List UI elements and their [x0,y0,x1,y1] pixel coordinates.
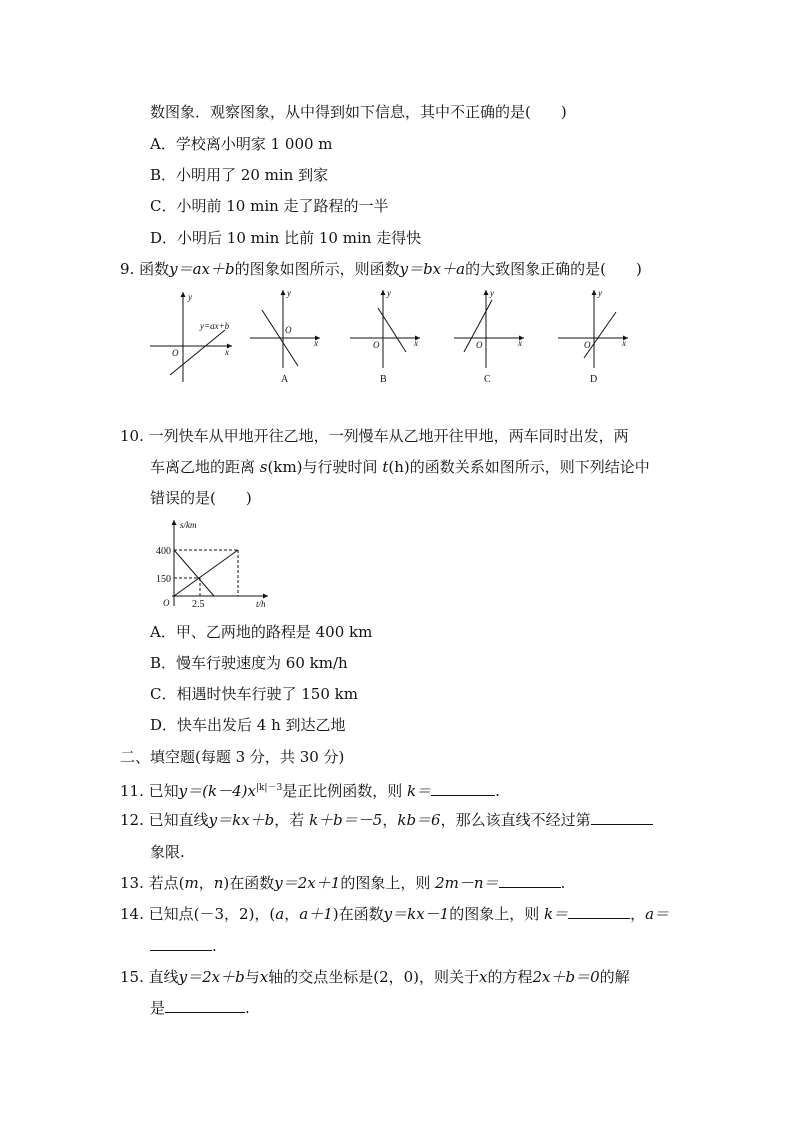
q15-x-1: x [259,968,269,986]
q12-condition-2: kb＝6 [397,811,441,829]
q9-caption-c: C [484,374,491,385]
q13 [120,873,565,893]
q8-option-b: B．小明用了 20 min 到家 [150,166,329,184]
q11-equation: y＝(k－4)x [178,782,256,800]
q13-text-e: )在函数 [223,874,275,892]
q10-tick-400: 400 [156,546,171,557]
q9-equation-1: y＝ax＋b [169,260,235,278]
q15-number: 15. [120,968,144,986]
q10-text-1: 一列快车从甲地开往乙地，一列慢车从乙地开往甲地，两车同时出发，两 [148,427,629,445]
q9-number: 9. [120,260,135,278]
q9-b-x-label: x [414,338,418,348]
q14-a: a＝ [645,905,670,923]
q14-number: 14. [120,905,144,923]
q14-a-var: a [275,905,285,923]
q10-chart [0,500,794,620]
q15-equation: y＝2x＋b [178,968,245,986]
q15-text-g: 的方程 [487,968,533,986]
q9-b-line [378,308,406,352]
q9-b-y-label: y [387,288,391,298]
q9-text-3: 的大致图象正确的是( ) [465,260,642,278]
q10-line-2 [150,457,650,477]
q9-given-y-label: y [188,292,192,302]
q12-text-c: ，若 [274,811,305,829]
q12-condition-1: k＋b＝－5 [309,811,383,829]
q9-caption-d: D [590,374,598,385]
q9-a-x-label: x [314,338,318,348]
q10-origin: O [163,598,170,608]
q12-equation: y＝kx＋b [208,811,275,829]
q8-option-c: C．小明前 10 min 走了路程的一半 [150,197,389,215]
q10-option-c: C．相遇时快车行驶了 150 km [150,685,358,703]
q12-number: 12. [120,811,144,829]
q9-c-x-label: x [518,338,522,348]
q9-text-1: 函数 [139,260,170,278]
q15-end: . [245,999,250,1017]
q10-option-a: A．甲、乙两地的路程是 400 km [150,623,373,641]
q12-answer-blank[interactable] [591,810,653,825]
q9-a-origin: O [285,325,292,335]
q11-exponent: |k|－3 [255,783,283,793]
q9-given-line-label: y=ax+b [200,321,230,331]
section-2-title: 二、填空题(每题 3 分，共 30 分) [120,748,345,766]
q9-c-y-label: y [490,288,494,298]
q9-graphs [0,0,794,400]
q10-fast-train-line [174,550,214,596]
q15-line-2 [150,998,250,1018]
q14-text-i: ， [630,905,646,923]
q15-text-a: 直线 [148,968,179,986]
q9-caption-b: B [380,374,387,385]
q14-k-blank[interactable] [568,904,630,919]
q9-d-x-label: x [622,338,626,348]
q13-number: 13. [120,874,144,892]
q14-a-blank[interactable] [150,936,212,951]
q9-equation-2: y＝bx＋a [399,260,466,278]
q9-caption-a: A [281,374,289,385]
q15-text-i: 的解 [599,968,630,986]
q10-text-2a: 车离乙地的距离 [150,458,256,476]
q12-text-e: ， [382,811,398,829]
q10-text-2c: (h)的函数关系如图所示，则下列结论中 [388,458,650,476]
q11-text-c: 是正比例函数，则 [282,782,403,800]
q15-text-line2: 是 [150,999,166,1017]
q10-line-3: 错误的是( ) [150,489,252,507]
q13-expression: 2m－n＝ [435,874,499,892]
q15-line-1 [120,967,630,987]
q11-end: . [495,782,500,800]
q13-n: n [213,874,224,892]
q10-tick-150: 150 [156,574,171,585]
q9-d-origin: O [584,340,591,350]
q14-k: k＝ [544,905,569,923]
q10-slow-train-line [174,550,238,596]
q13-m: m [184,874,199,892]
q10-line-1 [120,426,629,446]
q8-stem-end: 数图象．观察图象，从中得到如下信息，其中不正确的是( ) [150,103,567,121]
q9-d-line [584,312,616,358]
q10-tick-2-5: 2.5 [192,599,205,610]
q11-number: 11. [120,782,144,800]
q12-text-g: ，那么该直线不经过第 [440,811,591,829]
q11 [120,778,500,801]
q12-line-2: 象限. [150,843,185,861]
q10-number: 10. [120,427,144,445]
q14-text-g: 的图象上，则 [449,905,540,923]
q11-k: k＝ [406,782,432,800]
q9-given-x-label: x [225,347,229,357]
q15-text-e: 轴的交点坐标是(2，0)，则关于 [268,968,480,986]
q10-y-axis-label: s/km [180,520,197,530]
q9-b-origin: O [373,340,380,350]
q15-text-c: 与 [244,968,260,986]
q14-line-1 [120,904,669,924]
q13-end: . [560,874,566,892]
q13-text-a: 若点( [148,874,185,892]
q8-option-a: A．学校离小明家 1 000 m [150,135,333,153]
q10-option-d: D．快车出发后 4 h 到达乙地 [150,716,346,734]
q12-line-1 [120,810,653,830]
q15-equation-2: 2x＋b＝0 [532,968,600,986]
q12-text-a: 已知直线 [148,811,209,829]
q9-text-2: 的图象如图所示，则函数 [234,260,400,278]
q10-x-axis-label: t/h [256,599,266,609]
q14-text-a: 已知点(－3，2)，( [148,905,276,923]
q14-text-e: )在函数 [332,905,384,923]
q15-answer-blank[interactable] [165,998,245,1013]
q10-var-t: t [382,458,389,476]
q10-option-b: B．慢车行驶速度为 60 km/h [150,654,348,672]
q9-a-y-label: y [287,288,291,298]
q14-equation: y＝kx－1 [383,905,450,923]
q14-text-c: ， [284,905,300,923]
q13-equation: y＝2x＋1 [274,874,341,892]
q11-text-a: 已知 [148,782,179,800]
q9-given-origin: O [172,348,179,358]
q13-answer-blank[interactable] [499,873,561,888]
q11-answer-blank[interactable] [431,781,495,796]
q14-line-2 [150,936,217,956]
q9-d-y-label: y [598,288,602,298]
q8-option-d: D．小明后 10 min 比前 10 min 走得快 [150,229,422,247]
q14-a-plus-1: a＋1 [299,905,333,923]
q13-text-g: 的图象上，则 [340,874,431,892]
q15-x-2: x [479,968,488,986]
q9-c-origin: O [476,340,483,350]
q14-end: . [212,937,217,955]
q10-text-2b: (km)与行驶时间 [267,458,378,476]
q10-var-s: s [259,458,268,476]
q13-text-c: ， [198,874,214,892]
